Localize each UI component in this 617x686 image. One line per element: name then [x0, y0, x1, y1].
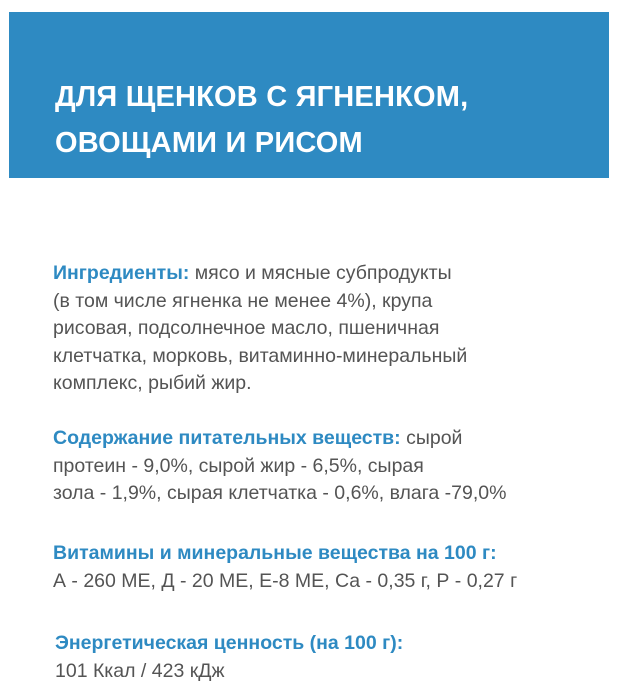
nutrients-text-line-2: протеин - 9,0%, сырой жир - 6,5%, сырая: [53, 454, 424, 477]
vitamins-label: Витамины и минеральные вещества на 100 г:: [53, 542, 497, 564]
energy-label: Энергетическая ценность (на 100 г):: [55, 632, 404, 654]
nutrients-text-line-1: сырой: [400, 427, 463, 449]
energy-text-line-1: 101 Ккал / 423 кДж: [55, 659, 225, 682]
vitamins-section: [53, 540, 613, 595]
nutrients-section: [53, 425, 613, 508]
ingredients-text-line-1: мясо и мясные субпродукты: [189, 262, 452, 284]
ingredients-section: [53, 260, 613, 398]
product-title-line-1: ДЛЯ ЩЕНКОВ С ЯГНЕНКОМ,: [55, 81, 469, 113]
ingredients-label: Ингредиенты:: [53, 262, 190, 284]
title-banner: [9, 12, 609, 178]
product-title: [55, 74, 595, 166]
energy-section: [55, 630, 615, 685]
product-title-line-2: ОВОЩАМИ И РИСОМ: [55, 127, 363, 159]
ingredients-text-line-3: рисовая, подсолнечное масло, пшеничная: [53, 317, 440, 339]
ingredients-text-line-4: клетчатка, морковь, витаминно-минеральный: [53, 344, 468, 367]
ingredients-text-line-5: комплекс, рыбий жир.: [53, 372, 252, 394]
nutrients-label: Содержание питательных веществ:: [53, 427, 401, 449]
ingredients-text-line-2: (в том числе ягненка не менее 4%), крупа: [53, 289, 433, 312]
nutrients-text-line-3: зола - 1,9%, сырая клетчатка - 0,6%, влага -79,0%: [53, 482, 507, 504]
vitamins-text-line-1: А - 260 МЕ, Д - 20 МЕ, Е-8 МЕ, Са - 0,35 г, Р - 0,27 г: [53, 569, 518, 592]
